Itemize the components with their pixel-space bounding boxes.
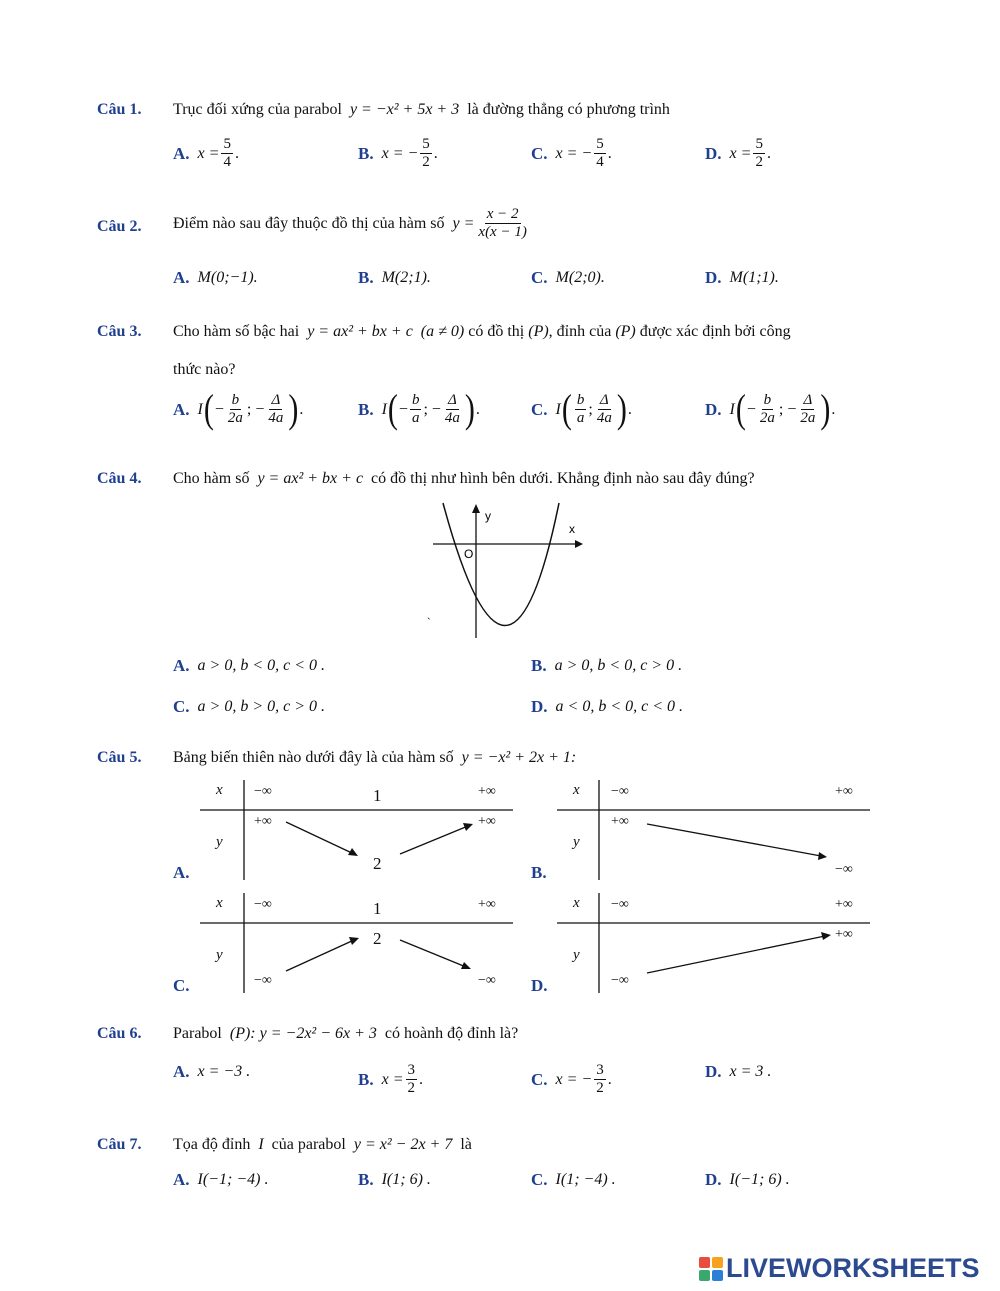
question-text-post: có đồ thị như hình bên dưới. Khẳng định nào sau đây đúng? bbox=[371, 470, 755, 487]
option-end: . bbox=[607, 144, 612, 162]
option-letter: D. bbox=[705, 268, 722, 287]
option-lhs: x = − bbox=[555, 1070, 593, 1088]
option-letter: A. bbox=[173, 268, 190, 287]
option-letter: B. bbox=[358, 268, 374, 287]
option-fraction bbox=[594, 1062, 606, 1098]
option-1B[interactable] bbox=[358, 136, 438, 172]
question-text-post2: , đỉnh của bbox=[548, 323, 612, 340]
option-lhs: x = bbox=[729, 144, 752, 162]
denominator: 2 bbox=[422, 154, 430, 171]
option-lhs: x = − bbox=[555, 144, 593, 162]
option-letter: D. bbox=[705, 1062, 722, 1081]
vertex-name: I bbox=[555, 400, 561, 418]
question-text-pre: Bảng biến thiên nào dưới đây là của hàm số bbox=[173, 749, 454, 766]
option-3C[interactable]: C. I ( $\frac{b}{a}$ ; $\frac{\Delta}{4a}$ ) . bbox=[531, 386, 632, 432]
y-fraction bbox=[798, 392, 817, 428]
option-value: I(−1; 6) . bbox=[729, 1171, 790, 1188]
minus-infinity: −∞ bbox=[478, 973, 496, 988]
variation-table-D bbox=[557, 893, 872, 993]
option-letter: D. bbox=[705, 1170, 722, 1189]
sign: ; − bbox=[423, 400, 441, 418]
x-header: x bbox=[216, 782, 223, 798]
option-letter: C. bbox=[531, 1069, 548, 1089]
logo-text: LIVEWORKSHEETS bbox=[726, 1253, 980, 1283]
question-2-label: Câu 2. bbox=[97, 218, 142, 235]
variation-table-B bbox=[557, 780, 872, 880]
sign: − bbox=[398, 400, 408, 418]
option-letter: B. bbox=[531, 863, 547, 882]
x-fraction bbox=[410, 392, 422, 428]
equation: y = ax² + bx + c bbox=[257, 470, 364, 487]
option-letter: D. bbox=[705, 143, 722, 163]
plus-infinity: +∞ bbox=[254, 814, 272, 829]
question-5-label: Câu 5. bbox=[97, 749, 142, 766]
option-6B[interactable]: B. x = $\frac{3}{2}$ . bbox=[358, 1062, 423, 1097]
vertex-name: I bbox=[197, 400, 203, 418]
option-7C[interactable] bbox=[531, 1170, 616, 1190]
option-letter: B. bbox=[358, 399, 374, 419]
question-7-text bbox=[173, 1136, 472, 1154]
left-paren: ( bbox=[387, 386, 398, 432]
option-value: a > 0, b > 0, c > 0 . bbox=[197, 698, 326, 715]
option-lhs: x = bbox=[381, 1070, 404, 1088]
option-value: a > 0, b < 0, c < 0 . bbox=[197, 657, 326, 674]
option-7B[interactable] bbox=[358, 1170, 431, 1190]
question-6-text bbox=[173, 1025, 518, 1043]
liveworksheets-logo[interactable] bbox=[698, 1253, 980, 1284]
denominator: 2a bbox=[759, 410, 775, 427]
option-1C[interactable] bbox=[531, 136, 612, 172]
equation: y = −x² + 2x + 1: bbox=[461, 749, 577, 766]
question-7-label: Câu 7. bbox=[97, 1136, 142, 1153]
question-text-mid: của parabol bbox=[271, 1136, 346, 1153]
option-2D[interactable] bbox=[705, 268, 779, 288]
question-3-line2: thức nào? bbox=[173, 361, 236, 378]
vertex-y: 2 bbox=[373, 929, 382, 948]
option-fraction bbox=[420, 136, 432, 172]
option-end: . bbox=[234, 144, 239, 162]
denominator: a bbox=[411, 410, 420, 427]
option-6C[interactable]: C. x = − $\frac{3}{2}$ . bbox=[531, 1062, 612, 1097]
x-fraction bbox=[758, 392, 777, 428]
denominator: 4a bbox=[268, 410, 284, 427]
option-letter: A. bbox=[173, 1170, 190, 1189]
question-text-pre: Điểm nào sau đây thuộc đồ thị của hàm số bbox=[173, 214, 445, 232]
question-6-label: Câu 6. bbox=[97, 1025, 142, 1042]
option-letter: A. bbox=[173, 399, 190, 419]
option-fraction bbox=[594, 136, 606, 172]
option-value: I(1; −4) . bbox=[555, 1171, 616, 1188]
option-5C[interactable] bbox=[173, 976, 198, 996]
equation: y = x² − 2x + 7 bbox=[353, 1136, 453, 1153]
vertex-x: 1 bbox=[373, 899, 382, 918]
option-2C[interactable] bbox=[531, 268, 605, 288]
question-text-post3: được xác định bởi công bbox=[639, 323, 791, 340]
option-letter: B. bbox=[358, 1069, 374, 1089]
function-fraction bbox=[476, 206, 528, 242]
sign: ; bbox=[588, 400, 593, 418]
numerator: 3 bbox=[406, 1062, 418, 1080]
right-paren: ) bbox=[464, 386, 475, 432]
option-end: . bbox=[433, 144, 438, 162]
sign: − bbox=[746, 400, 756, 418]
question-text-pre: Trục đối xứng của parabol bbox=[173, 101, 342, 118]
option-5B[interactable] bbox=[531, 863, 555, 883]
vertex-x: 1 bbox=[373, 786, 382, 805]
option-letter: D. bbox=[531, 976, 548, 995]
minus-infinity: −∞ bbox=[254, 973, 272, 988]
numerator: 5 bbox=[753, 136, 765, 154]
right-paren: ) bbox=[616, 386, 627, 432]
condition: (a ≠ 0) bbox=[420, 323, 465, 340]
option-lhs: x = − bbox=[381, 144, 419, 162]
option-2A[interactable] bbox=[173, 268, 258, 288]
denominator: 2 bbox=[596, 1080, 604, 1097]
vertex-y: 2 bbox=[373, 854, 382, 873]
x-header: x bbox=[573, 782, 580, 798]
numerator: 3 bbox=[594, 1062, 606, 1080]
option-value: M(2;1). bbox=[381, 269, 431, 286]
plus-infinity: +∞ bbox=[478, 814, 496, 829]
denominator: 2a bbox=[227, 410, 243, 427]
option-end: . bbox=[766, 144, 771, 162]
left-paren: ( bbox=[561, 386, 572, 432]
question-4-label: Câu 4. bbox=[97, 470, 142, 487]
numerator: Δ bbox=[446, 392, 459, 410]
option-letter: C. bbox=[173, 976, 190, 995]
question-1-text bbox=[173, 101, 670, 119]
option-5D[interactable] bbox=[531, 976, 556, 996]
option-fraction bbox=[221, 136, 233, 172]
x-label: x bbox=[569, 522, 575, 536]
numerator: b bbox=[230, 392, 242, 410]
option-6D[interactable] bbox=[705, 1062, 771, 1082]
question-text-pre: Tọa độ đỉnh bbox=[173, 1136, 251, 1153]
variation-table-C bbox=[200, 893, 515, 993]
question-text-post: có hoành độ đỉnh là? bbox=[384, 1025, 519, 1042]
logo-icon bbox=[698, 1256, 724, 1282]
numerator: b bbox=[410, 392, 422, 410]
table-B-lines bbox=[557, 780, 872, 880]
option-3B[interactable]: B. I ( − $\frac{b}{a}$ ; − $\frac{\Delta}{4a}$ ) . bbox=[358, 386, 480, 432]
sign: ; − bbox=[246, 400, 265, 418]
option-4B[interactable] bbox=[531, 656, 682, 676]
right-paren: ) bbox=[288, 386, 299, 432]
option-letter: D. bbox=[705, 399, 722, 419]
x-header: x bbox=[216, 895, 223, 911]
table-C-lines bbox=[200, 893, 515, 993]
y-header: y bbox=[216, 834, 223, 850]
option-letter: A. bbox=[173, 143, 190, 163]
option-letter: A. bbox=[173, 1062, 190, 1081]
question-text-pre: Cho hàm số bậc hai bbox=[173, 323, 300, 340]
minus-infinity: −∞ bbox=[611, 973, 629, 988]
option-4A[interactable] bbox=[173, 656, 325, 676]
option-fraction bbox=[753, 136, 765, 172]
option-letter: A. bbox=[173, 656, 190, 675]
denominator: 2a bbox=[800, 410, 816, 427]
denominator: 4 bbox=[596, 154, 604, 171]
parabola-curve bbox=[443, 503, 559, 626]
equation: y = ax² + bx + c bbox=[307, 323, 413, 340]
plus-infinity: +∞ bbox=[835, 927, 853, 942]
y-fraction bbox=[266, 392, 285, 428]
question-text-post: là đường thẳng có phương trình bbox=[467, 101, 670, 118]
minus-infinity: −∞ bbox=[254, 784, 272, 799]
option-letter: B. bbox=[358, 143, 374, 163]
vertex-var: I bbox=[258, 1136, 264, 1153]
denominator: 4a bbox=[444, 410, 460, 427]
plus-infinity: +∞ bbox=[478, 897, 496, 912]
fraction-denominator: x(x − 1) bbox=[478, 224, 527, 241]
option-letter: C. bbox=[531, 268, 548, 287]
y-axis-arrow bbox=[472, 504, 480, 513]
question-3-text bbox=[173, 323, 791, 341]
table-A-lines bbox=[200, 780, 515, 880]
y-header: y bbox=[573, 834, 580, 850]
option-3A[interactable]: A. I ( − $\frac{b}{2a}$ ; − $\frac{\Delta}{4a}$ ) . bbox=[173, 386, 304, 432]
numerator: b bbox=[762, 392, 774, 410]
y-label: y bbox=[485, 509, 491, 523]
origin-label: O bbox=[464, 547, 474, 561]
option-4D[interactable] bbox=[531, 697, 683, 717]
option-lhs: x = 3 . bbox=[729, 1063, 772, 1080]
minus-infinity: −∞ bbox=[254, 897, 272, 912]
vertex-name: I bbox=[729, 400, 735, 418]
numerator: Δ bbox=[598, 392, 611, 410]
denominator: 4a bbox=[596, 410, 612, 427]
denominator: 2 bbox=[407, 1080, 415, 1097]
equation: y = −x² + 5x + 3 bbox=[349, 101, 460, 118]
plus-infinity: +∞ bbox=[835, 897, 853, 912]
option-value: M(2;0). bbox=[555, 269, 605, 286]
option-value: M(0;−1). bbox=[197, 269, 258, 286]
sign: ; − bbox=[778, 400, 797, 418]
option-letter: C. bbox=[531, 399, 548, 419]
minus-infinity: −∞ bbox=[835, 862, 853, 877]
option-value: I(1; 6) . bbox=[381, 1171, 431, 1188]
parabola-graph bbox=[425, 498, 595, 643]
denominator: 4 bbox=[223, 154, 231, 171]
plus-infinity: +∞ bbox=[478, 784, 496, 799]
option-letter: C. bbox=[531, 143, 548, 163]
question-text-post: có đồ thị bbox=[468, 323, 525, 340]
numerator: 5 bbox=[221, 136, 233, 154]
question-3-label: Câu 3. bbox=[97, 323, 142, 340]
option-7A[interactable] bbox=[173, 1170, 268, 1190]
plus-infinity: +∞ bbox=[611, 814, 629, 829]
y-fraction bbox=[443, 392, 462, 428]
fraction-numerator: x − 2 bbox=[485, 206, 521, 224]
option-7D[interactable] bbox=[705, 1170, 790, 1190]
option-value: M(1;1). bbox=[729, 269, 779, 286]
minus-infinity: −∞ bbox=[611, 784, 629, 799]
denominator: a bbox=[576, 410, 585, 427]
question-4-text bbox=[173, 470, 755, 488]
parabola-p: (P) bbox=[615, 323, 636, 340]
option-lhs: x = bbox=[197, 144, 220, 162]
option-letter: D. bbox=[531, 697, 548, 716]
x-fraction bbox=[575, 392, 587, 428]
option-letter: A. bbox=[173, 863, 190, 882]
option-letter: C. bbox=[173, 697, 190, 716]
table-D-lines bbox=[557, 893, 872, 993]
numerator: b bbox=[575, 392, 587, 410]
denominator: 2 bbox=[755, 154, 763, 171]
question-1-label: Câu 1. bbox=[97, 101, 142, 118]
right-paren: ) bbox=[820, 386, 831, 432]
option-letter: B. bbox=[358, 1170, 374, 1189]
parabola-p: (P) bbox=[528, 323, 549, 340]
sign: − bbox=[214, 400, 224, 418]
minus-infinity: −∞ bbox=[611, 897, 629, 912]
option-4C[interactable] bbox=[173, 697, 325, 717]
question-text-pre: Parabol bbox=[173, 1025, 222, 1042]
option-letter: C. bbox=[531, 1170, 548, 1189]
equation: (P): y = −2x² − 6x + 3 bbox=[229, 1025, 377, 1042]
numerator: 5 bbox=[420, 136, 432, 154]
y-header: y bbox=[573, 947, 580, 963]
option-fraction bbox=[406, 1062, 418, 1098]
option-value: a > 0, b < 0, c > 0 . bbox=[554, 657, 683, 674]
question-5-text bbox=[173, 749, 576, 767]
numerator: Δ bbox=[801, 392, 814, 410]
option-6A[interactable] bbox=[173, 1062, 250, 1082]
option-2B[interactable] bbox=[358, 268, 431, 288]
plus-infinity: +∞ bbox=[835, 784, 853, 799]
left-paren: ( bbox=[735, 386, 746, 432]
question-text-post: là bbox=[460, 1136, 472, 1153]
numerator: Δ bbox=[269, 392, 282, 410]
x-header: x bbox=[573, 895, 580, 911]
stray-mark: ` bbox=[427, 617, 431, 629]
option-1A[interactable] bbox=[173, 136, 239, 172]
x-fraction bbox=[226, 392, 245, 428]
y-equals: y = bbox=[452, 214, 475, 232]
question-text-pre: Cho hàm số bbox=[173, 470, 250, 487]
option-letter: B. bbox=[531, 656, 547, 675]
option-lhs: x = −3 . bbox=[197, 1063, 251, 1080]
numerator: 5 bbox=[594, 136, 606, 154]
option-value: I(−1; −4) . bbox=[197, 1171, 269, 1188]
question-2-text bbox=[173, 206, 531, 242]
option-value: a < 0, b < 0, c < 0 . bbox=[555, 698, 684, 715]
vertex-name: I bbox=[381, 400, 387, 418]
x-axis-arrow bbox=[575, 540, 583, 548]
variation-table-A bbox=[200, 780, 515, 880]
left-paren: ( bbox=[203, 386, 214, 432]
y-fraction bbox=[595, 392, 614, 428]
y-header: y bbox=[216, 947, 223, 963]
option-3D[interactable]: D. I ( − $\frac{b}{2a}$ ; − $\frac{\Delta}{2a}$ ) . bbox=[705, 386, 836, 432]
option-5A[interactable] bbox=[173, 863, 198, 883]
option-1D[interactable] bbox=[705, 136, 771, 172]
